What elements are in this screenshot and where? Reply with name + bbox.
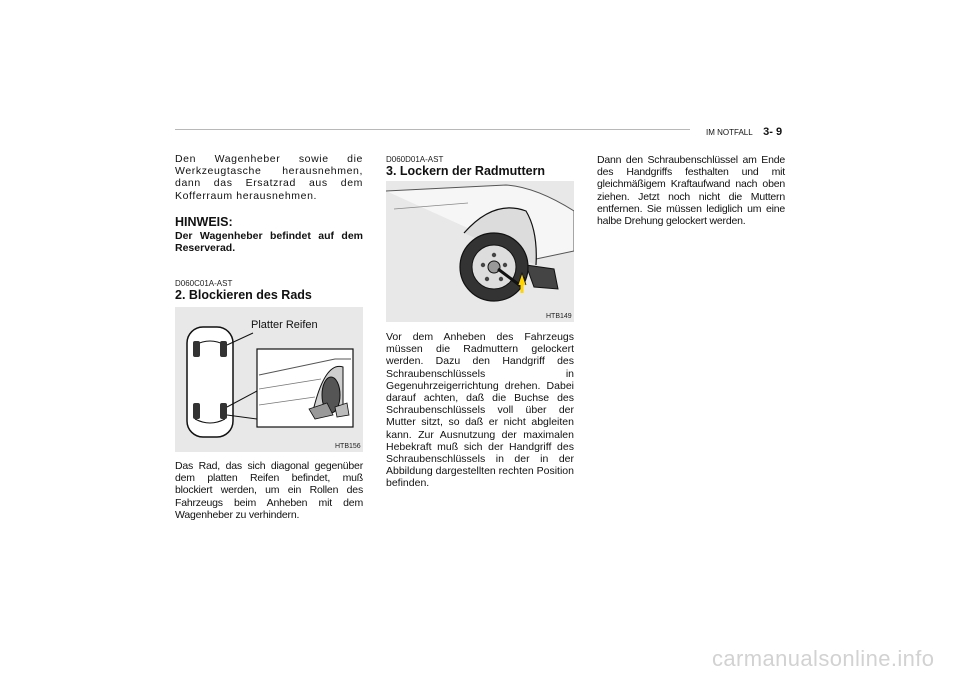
wheel-wrench-diagram [386, 181, 574, 322]
watermark-text: carmanualsonline.info [712, 646, 935, 671]
body-text-continue: Dann den Schraubenschlüssel am Ende des Handgriffs festhalten und mit gleichmäßigem Kraftaufwand nach oben ziehen. Jetzt noch nicht die Muttern entfernen. Sie müssen lediglich um eine halbe Drehung gelockert werden. [597, 154, 785, 228]
page-number: 3- 9 [763, 126, 783, 138]
note-text: Der Wagenheber befindet auf dem Reserverad. [175, 230, 363, 255]
lug-nut [481, 263, 485, 267]
figure-code-htb149: HTB149 [546, 313, 572, 320]
wheel-rear-right [220, 403, 227, 419]
header-rule [175, 129, 690, 130]
wheel-front-left [193, 341, 200, 357]
intro-text: Den Wagenheber sowie die Werkzeugtasche herausnehmen, dann das Ersatzrad aus dem Kofferraum herausnehmen. [175, 153, 363, 202]
lug-nut [503, 263, 507, 267]
lug-nut [499, 277, 503, 281]
body-text-loosen: Vor dem Anheben des Fahrzeugs müssen die Radmuttern gelockert werden. Dazu den Handgriff des Schraubenschlüssels in Gegenuhrzeigerrichtung drehen. Dabei darauf achten, daß die Buchse des Schraubenschlüssels voll über der Mutter sitzt, so daß er nicht abgleiten kann. Zur Ausnutzung der maximalen Hebekraft muß sich der Handgriff des Schraubenschlüssels in der in der Abbildung dargestellten rechten Position befinden. [386, 331, 574, 490]
section-title-3: 3. Lockern der Radmuttern [386, 164, 546, 178]
body-text-block-wheel: Das Rad, das sich diagonal gegenüber dem platten Reifen befindet, muß blockiert werden, um ein Rollen des Fahrzeugs beim Anheben mit dem Wagenheber zu verhindern. [175, 460, 363, 521]
lug-nut [492, 253, 496, 257]
figure-loosen-nuts [386, 181, 574, 322]
hub-icon [488, 261, 500, 273]
wheel-rear-left [193, 403, 200, 419]
running-header [706, 122, 782, 140]
note-heading: HINWEIS: [175, 215, 233, 229]
figure-label-flat-tire: Platter Reifen [251, 319, 318, 331]
header-section: IM NOTFALL [706, 128, 753, 137]
lug-nut [485, 277, 489, 281]
figure-wheel-block [175, 307, 363, 452]
wheel-front-right [220, 341, 227, 357]
section-code-3: D060D01A-AST [386, 155, 444, 164]
mud-flap [526, 265, 558, 289]
section-title-2: 2. Blockieren des Rads [175, 288, 312, 302]
section-code-2: D060C01A-AST [175, 279, 233, 288]
figure-code-htb156: HTB156 [335, 443, 361, 450]
